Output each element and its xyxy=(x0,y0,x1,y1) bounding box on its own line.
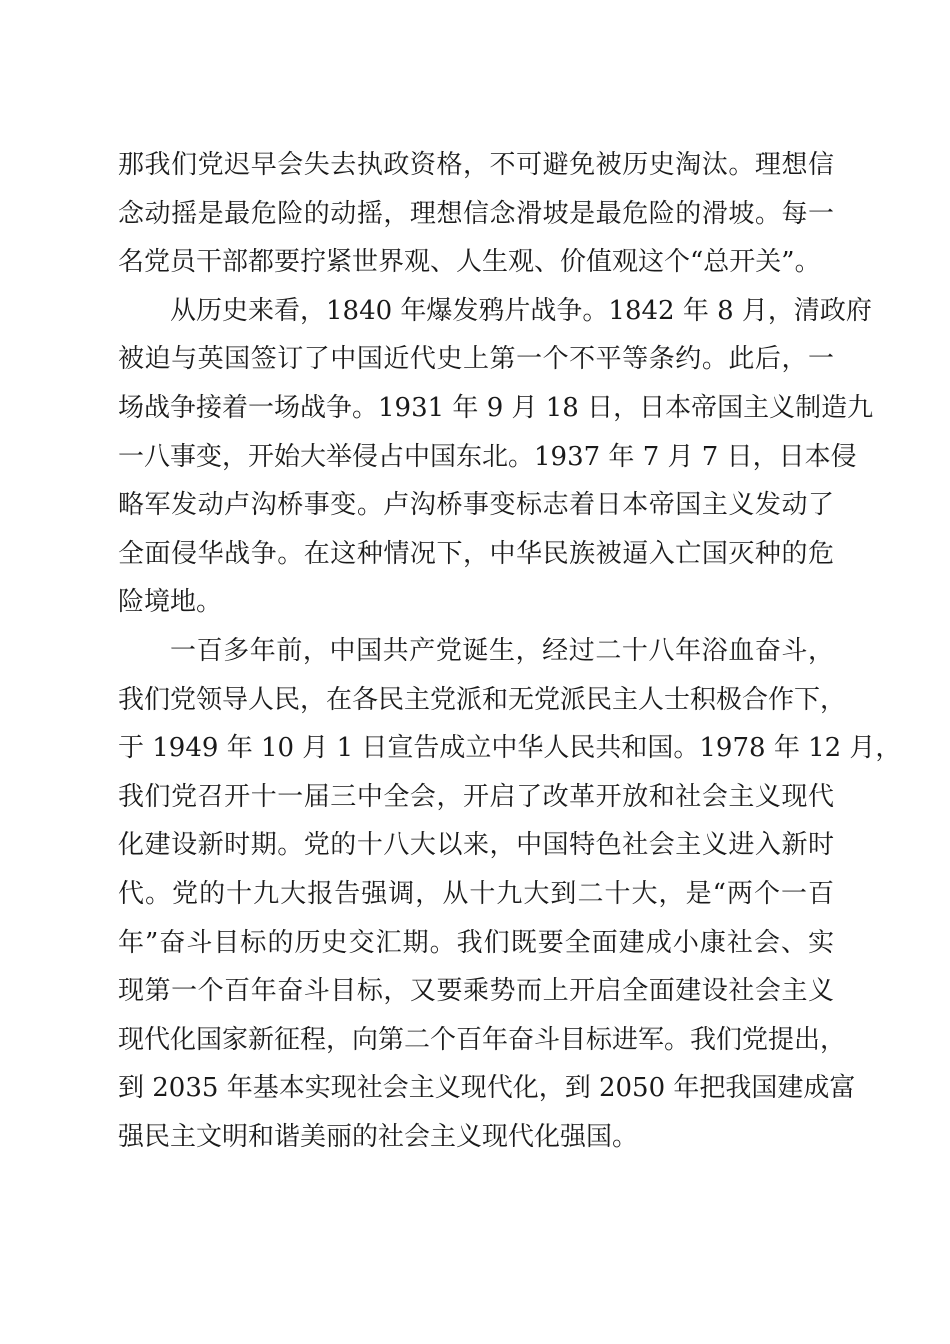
text-line: 我们党召开十一届三中全会，开启了改革开放和社会主义现代 xyxy=(118,781,834,812)
text-line: 化建设新时期。党的十八大以来，中国特色社会主义进入新时 xyxy=(118,830,834,861)
text-line: 全面侵华战争。在这种情况下，中华民族被逼入亡国灭种的危 xyxy=(118,538,834,569)
paragraph-2 xyxy=(118,287,874,627)
text-line: 略军发动卢沟桥事变。卢沟桥事变标志着日本帝国主义发动了 xyxy=(118,490,834,521)
text-line: 年”奋斗目标的历史交汇期。我们既要全面建成小康社会、实 xyxy=(118,927,834,958)
text-line: 现第一个百年奋斗目标，又要乘势而上开启全面建设社会主义 xyxy=(118,976,834,1007)
text-line: 名党员干部都要拧紧世界观、人生观、价值观这个“总开关”。 xyxy=(118,247,821,278)
text-line: 从历史来看，1840 年爆发鸦片战争。1842 年 8 月，清政府 xyxy=(170,295,872,326)
paragraph-3 xyxy=(118,627,902,1162)
text-line: 场战争接着一场战争。1931 年 9 月 18 日，日本帝国主义制造九 xyxy=(118,392,874,423)
text-line: 险境地。 xyxy=(118,587,223,618)
text-line: 强民主文明和谐美丽的社会主义现代化强国。 xyxy=(118,1121,639,1152)
text-line: 于 1949 年 10 月 1 日宣告成立中华人民共和国。1978 年 12 月， xyxy=(118,733,902,764)
text-line: 一百多年前，中国共产党诞生，经过二十八年浴血奋斗， xyxy=(170,635,834,666)
text-line: 念动摇是最危险的动摇，理想信念滑坡是最危险的滑坡。每一 xyxy=(118,198,834,229)
text-line: 一八事变，开始大举侵占中国东北。1937 年 7 月 7 日，日本侵 xyxy=(118,441,857,472)
text-line: 我们党领导人民，在各民主党派和无党派民主人士积极合作下， xyxy=(118,684,847,715)
paragraph-1 xyxy=(118,141,834,287)
text-line: 被迫与英国签订了中国近代史上第一个不平等条约。此后，一 xyxy=(118,344,834,375)
text-line: 那我们党迟早会失去执政资格，不可避免被历史淘汰。理想信 xyxy=(118,150,834,180)
text-line: 现代化国家新征程，向第二个百年奋斗目标进军。我们党提出， xyxy=(118,1024,847,1055)
document-body xyxy=(118,141,902,1161)
text-line: 代。党的十九大报告强调，从十九大到二十大，是“两个一百 xyxy=(118,878,834,909)
text-line: 到 2035 年基本实现社会主义现代化，到 2050 年把我国建成富 xyxy=(118,1073,856,1104)
